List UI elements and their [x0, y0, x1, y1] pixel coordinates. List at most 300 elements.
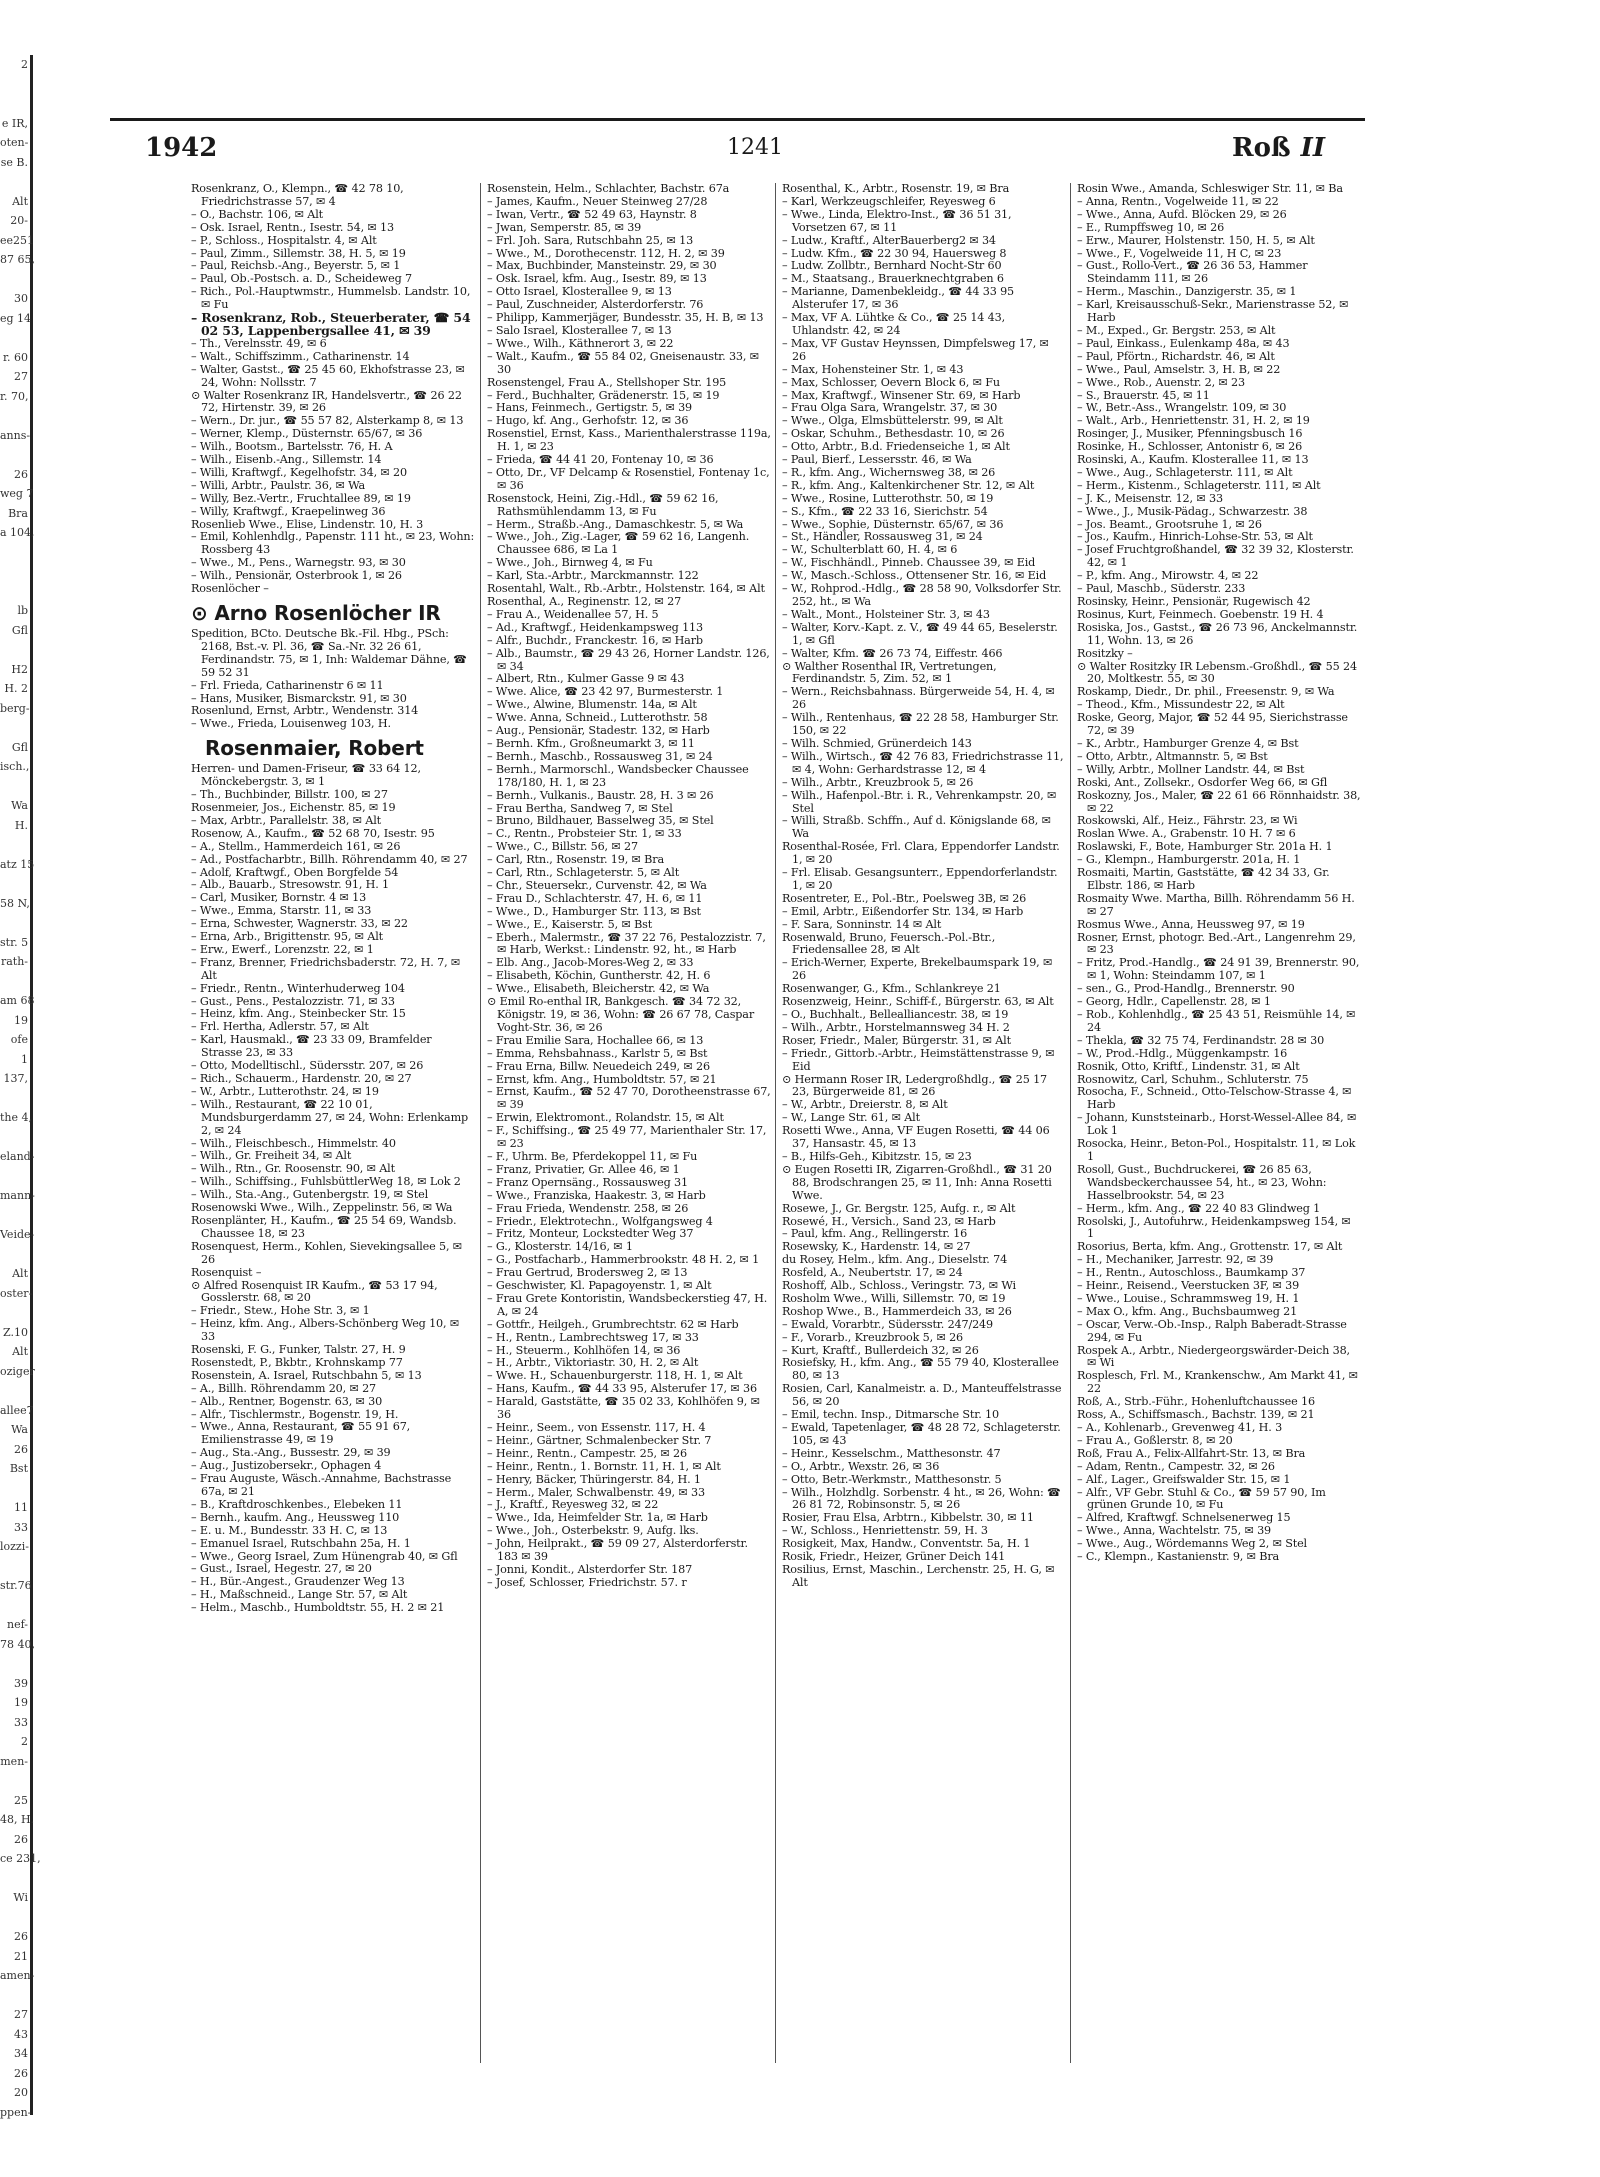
- directory-entry: – Wilh., Arbtr., Horstelmannsweg 34 H. 2: [782, 1020, 1010, 1034]
- previous-page-fragment: Alt: [12, 1345, 28, 1358]
- directory-entry: – Emil, Kohlenhdlg., Papenstr. 111 ht., ✉ 23, Wohn: Rossberg 43: [191, 530, 475, 557]
- previous-page-fragment: 19: [14, 1696, 28, 1709]
- previous-page-fragment: oziger: [0, 1364, 35, 1378]
- previous-page-fragment: 1: [21, 1052, 28, 1066]
- directory-entry: Rosmaity Wwe. Martha, Billh. Röhrendamm 56 H. ✉ 27: [1077, 891, 1355, 918]
- directory-entry: Rosenthal-Rosée, Frl. Clara, Eppendorfer Landstr. 1, ✉ 20: [782, 840, 1060, 867]
- directory-entry: Rosolski, J., Autofuhrw., Heidenkampsweg 154, ✉ 1: [1077, 1214, 1351, 1241]
- previous-page-fragment: ppen-: [0, 2105, 32, 2119]
- directory-entry: – Wwe., Anna, Aufd. Blöcken 29, ✉ 26: [1077, 207, 1287, 221]
- directory-entry: – Ad., Postfacharbtr., Billh. Röhrendamm 40, ✉ 27: [191, 852, 468, 866]
- directory-entry: – E., Rumpffsweg 10, ✉ 26: [1077, 220, 1225, 234]
- directory-entry: – Walt., Arb., Henriettenstr. 31, H. 2, ✉ 19: [1077, 414, 1310, 428]
- directory-entry: – O., Arbtr., Wexstr. 26, ✉ 36: [782, 1459, 940, 1473]
- directory-entry: – Frau Frieda, Wendenstr. 258, ✉ 26: [487, 1201, 689, 1215]
- directory-entry: – W., Prod.-Hdlg., Müggenkampstr. 16: [1077, 1046, 1288, 1060]
- directory-entry: – Wwe., Wilh., Käthnerort 3, ✉ 22: [487, 336, 674, 350]
- previous-page-fragment: a 104,: [0, 526, 35, 539]
- directory-entry: – A., Billh. Röhrendamm 20, ✉ 27: [191, 1381, 377, 1395]
- directory-entry: du Rosey, Helm., kfm. Ang., Dieselstr. 74: [782, 1253, 1008, 1267]
- directory-entry: – M., Exped., Gr. Bergstr. 253, ✉ Alt: [1077, 323, 1276, 337]
- previous-page-fragment: se B.: [0, 155, 28, 169]
- directory-entry: – O., Bachstr. 106, ✉ Alt: [191, 207, 323, 221]
- directory-entry: – Gust., Israel, Hegestr. 27, ✉ 20: [191, 1562, 372, 1576]
- previous-page-fragment: [0, 1986, 30, 2006]
- directory-entry: – Wwe., M., Dorothecenstr. 112, H. 2, ✉ 39: [487, 246, 725, 260]
- directory-entry: – Wwe., J., Musik-Pädag., Schwarzestr. 38: [1077, 504, 1308, 518]
- previous-page-fragment: Bra: [8, 506, 28, 520]
- previous-page-fragment: [0, 445, 30, 465]
- directory-entry: Roshop Wwe., B., Hammerdeich 33, ✉ 26: [782, 1304, 1012, 1318]
- directory-entry: Rosenlieb Wwe., Elise, Lindenstr. 10, H. 3: [191, 517, 424, 531]
- directory-entry: – Paul, kfm. Ang., Rellingerstr. 16: [782, 1227, 968, 1241]
- directory-entry: – Max, VF Gustav Heynssen, Dimpfelsweg 17, ✉ 26: [782, 336, 1049, 363]
- directory-entry: – W., Arbtr., Lutterothstr. 24, ✉ 19: [191, 1084, 379, 1098]
- directory-entry: Rosholm Wwe., Willi, Sillemstr. 70, ✉ 19: [782, 1291, 1006, 1305]
- directory-entry: ⊙ Eugen Rosetti IR, Zigarren-Großhdl., ☎ 31 20 88, Brodschrangen 25, ✉ 11, Inh: Anna Rosetti Wwe.: [782, 1162, 1052, 1202]
- previous-page-fragment: H2: [11, 662, 28, 676]
- directory-entry: – C., Rentn., Probsteier Str. 1, ✉ 33: [487, 827, 682, 841]
- previous-page-fragment: oten-: [0, 136, 29, 149]
- directory-entry: – Bernh., Marmorschl., Wandsbecker Chaussee 178/180, H. 1, ✉ 23: [487, 762, 749, 789]
- directory-entry: – R., kfm. Ang., Wichernsweg 38, ✉ 26: [782, 465, 996, 479]
- directory-entry: – Wilh., Hafenpol.-Btr. i. R., Vehrenkampstr. 20, ✉ Stel: [782, 788, 1057, 815]
- previous-page-fragment: 26: [14, 467, 28, 481]
- directory-entry: – Wilh., Bootsm., Bartelsstr. 76, H. A: [191, 440, 393, 454]
- directory-entry: Roskowski, Alf., Heiz., Fährstr. 23, ✉ Wi: [1077, 814, 1298, 828]
- directory-entry: – Otto Israel, Klosterallee 9, ✉ 13: [487, 285, 672, 299]
- previous-page-fragment: [0, 406, 30, 426]
- directory-entry: – Frl. Elisab. Gesangsunterr., Eppendorferlandstr. 1, ✉ 20: [782, 866, 1058, 892]
- directory-entry: – Wwe. H., Schauenburgerstr. 118, H. 1, ✉ Alt: [487, 1369, 743, 1383]
- directory-entry: ⊙ Arno Rosenlöcher IR: [191, 601, 441, 625]
- directory-entry: – Theod., Kfm., Missundestr 22, ✉ Alt: [1077, 698, 1285, 712]
- directory-entry: – Wilh., Wirtsch., ☎ 42 76 83, Friedrichstrasse 11, ✉ 4, Wohn: Gerhardstrasse 12, ✉ 4: [782, 749, 1064, 776]
- directory-entry: – Alb., Baumstr., ☎ 29 43 26, Horner Landstr. 126, ✉ 34: [487, 646, 770, 673]
- previous-page-fragment: [0, 1771, 30, 1791]
- directory-entry: – W., Lange Str. 61, ✉ Alt: [782, 1111, 920, 1125]
- directory-entry: Rosenstedt, P., Bkbtr., Krohnskamp 77: [191, 1355, 403, 1369]
- previous-page-fragment: [0, 1908, 30, 1928]
- directory-entry: Rosenthal, A., Reginenstr. 12, ✉ 27: [487, 595, 682, 608]
- directory-entry: – Wwe., Anna, Wachtelstr. 75, ✉ 39: [1077, 1524, 1272, 1538]
- directory-entry: – Oscar, Verw.-Ob.-Insp., Ralph Baberadt-Strasse 294, ✉ Fu: [1077, 1317, 1347, 1344]
- previous-page-fragment: [0, 562, 30, 582]
- directory-entry: – Wwe., Ida, Heimfelder Str. 1a, ✉ Harb: [487, 1511, 708, 1525]
- previous-page-fragment: 34: [14, 2047, 28, 2060]
- directory-entry: Ross, A., Schiffsmasch., Bachstr. 139, ✉ 21: [1077, 1408, 1315, 1422]
- directory-entry: – Jonni, Kondit., Alsterdorfer Str. 187: [487, 1562, 693, 1576]
- previous-page-fragment: [0, 1167, 30, 1187]
- directory-entry: – Wern., Reichsbahnass. Bürgerweide 54, H. 4, ✉ 26: [782, 685, 1055, 712]
- directory-entry: – G., Postfacharb., Hammerbrookstr. 48 H. 2, ✉ 1: [487, 1253, 760, 1267]
- previous-page-fragment: Wa: [11, 1423, 28, 1436]
- previous-page-fragment: lozzi-: [0, 1540, 29, 1553]
- previous-page-fragment: r. 70,: [0, 389, 29, 403]
- directory-entry: – Erwin, Elektromont., Rolandstr. 15, ✉ Alt: [487, 1111, 724, 1125]
- previous-page-fragment: Z.10: [3, 1325, 28, 1339]
- directory-entry: Rosin Wwe., Amanda, Schleswiger Str. 11, ✉ Ba: [1077, 182, 1343, 195]
- directory-entry: – Paul, Maschb., Süderstr. 233: [1077, 582, 1246, 596]
- directory-entry: – Erich-Werner, Experte, Brekelbaumspark 19, ✉ 26: [782, 956, 1053, 983]
- directory-entry: ⊙ Emil Ro-enthal IR, Bankgesch. ☎ 34 72 32, Königstr. 19, ✉ 36, Wohn: ☎ 26 67 78, Caspar Voght-Str. 36, ✉ 26: [487, 995, 755, 1034]
- directory-entry: – G., Klosterstr. 14/16, ✉ 1: [487, 1240, 633, 1254]
- previous-page-fragment: [0, 75, 30, 95]
- directory-entry: Roski, Ant., Zollsekr., Osdorfer Weg 66, ✉ Gfl: [1077, 775, 1328, 789]
- directory-entry: – M., Staatsang., Brauerknechtgraben 6: [782, 272, 1004, 286]
- directory-entry: – Karl, Hausmakl., ☎ 23 33 09, Bramfelder Strasse 23, ✉ 33: [191, 1033, 432, 1060]
- directory-entry: Rosenowski Wwe., Wilh., Zeppelinstr. 56, ✉ Wa: [191, 1201, 453, 1215]
- previous-page-fragment: 26: [14, 1930, 28, 1943]
- directory-entry: – Friedr., Rentn., Winterhuderweg 104: [191, 981, 405, 995]
- directory-entry: – Wwe. Anna, Schneid., Lutterothstr. 58: [487, 711, 708, 725]
- previous-page-fragment: H.: [14, 818, 28, 832]
- directory-entry: – Wwe., E., Kaiserstr. 5, ✉ Bst: [487, 917, 653, 931]
- directory-entry: – Frau A., Goßlerstr. 8, ✉ 20: [1077, 1433, 1233, 1447]
- directory-entry: Roß, A., Strb.-Führ., Hohenluftchaussee 16: [1077, 1395, 1315, 1409]
- directory-entry: – H., Rentn., Autoschloss., Baumkamp 37: [1077, 1266, 1306, 1280]
- previous-page-fragment: am 68: [0, 994, 35, 1007]
- previous-page-edge: [0, 55, 41, 2119]
- directory-entry: – F., Uhrm. Be, Pferdekoppel 11, ✉ Fu: [487, 1149, 698, 1163]
- directory-entry: – Karl, Sta.-Arbtr., Marckmannstr. 122: [487, 569, 699, 583]
- directory-entry: – Hans, Feinmech., Gertigstr. 5, ✉ 39: [487, 401, 693, 415]
- directory-entry: – Wwe., C., Billstr. 56, ✉ 27: [487, 840, 638, 854]
- directory-entry: – H., Maßschneid., Lange Str. 57, ✉ Alt: [191, 1588, 408, 1602]
- directory-entry: – Paul, Bierf., Lessersstr. 46, ✉ Wa: [782, 453, 972, 467]
- directory-entry: – Jos. Beamt., Grootsruhe 1, ✉ 26: [1077, 517, 1262, 531]
- directory-entry: – Josef Fruchtgroßhandel, ☎ 32 39 32, Klosterstr. 42, ✉ 1: [1077, 543, 1354, 570]
- previous-page-fragment: 43: [14, 2027, 28, 2041]
- directory-entry: Rosier, Frau Elsa, Arbtrn., Kibbelstr. 30, ✉ 11: [782, 1511, 1034, 1525]
- directory-entry: – Friedr., Elektrotechn., Wolfgangsweg 4: [487, 1214, 713, 1228]
- previous-page-fragment: eland-: [0, 1150, 35, 1163]
- directory-entry: – Otto, Arbtr., Altmannstr. 5, ✉ Bst: [1077, 749, 1268, 763]
- directory-entry: – Alfred, Kraftwgf. Schnelsenerweg 15: [1077, 1511, 1291, 1525]
- directory-entry: Rosenow, A., Kaufm., ☎ 52 68 70, Isestr. 95: [191, 826, 435, 840]
- directory-entry: – Wwe., Joh., Zig.-Lager, ☎ 59 62 16, Langenh. Chaussee 686, ✉ La 1: [487, 530, 750, 557]
- previous-page-fragment: [0, 172, 30, 192]
- directory-entry: – Wwe., Louise., Schrammsweg 19, H. 1: [1077, 1291, 1300, 1305]
- directory-entry: Rosentahl, Walt., Rb.-Arbtr., Holstenstr. 164, ✉ Alt: [487, 582, 765, 596]
- directory-entry: – Wilh., Rentenhaus, ☎ 22 28 58, Hamburger Str. 150, ✉ 22: [782, 711, 1059, 738]
- directory-entry: – Herm., Maschin., Danzigerstr. 35, ✉ 1: [1077, 285, 1297, 299]
- previous-page-fragment: [0, 972, 30, 992]
- directory-entry: Rositzky –: [1077, 646, 1133, 660]
- column-2: [480, 183, 775, 2063]
- directory-entry: – Willi, Straßb. Schffn., Auf d. Königslande 68, ✉ Wa: [782, 814, 1051, 841]
- previous-page-fragment: Gfl: [11, 623, 28, 637]
- directory-entry: – Walter, Kfm. ☎ 26 73 74, Eiffestr. 466: [782, 646, 1003, 660]
- directory-entry: – Wwe., Frieda, Louisenweg 103, H.: [191, 717, 391, 731]
- directory-entry: – Alf., Lager., Greifswalder Str. 15, ✉ 1: [1077, 1472, 1291, 1486]
- directory-entry: – Walt., Kaufm., ☎ 55 84 02, Gneisenaustr. 33, ✉ 30: [487, 349, 759, 376]
- directory-entry: – Rosenkranz, Rob., Steuerberater, ☎ 54 02 53, Lappenbergsallee 41, ✉ 39: [191, 310, 471, 338]
- previous-page-fragment: Veide-: [0, 1228, 35, 1241]
- previous-page-fragment: [0, 543, 30, 563]
- directory-entry: Rosenquest, Herm., Kohlen, Sievekingsallee 5, ✉ 26: [191, 1239, 463, 1266]
- previous-page-fragment: 78 40,: [0, 1637, 35, 1651]
- directory-entry: – Wwe., Rosine, Lutterothstr. 50, ✉ 19: [782, 491, 994, 505]
- directory-entry: – Heinr., Seem., von Essenstr. 117, H. 4: [487, 1421, 706, 1434]
- directory-entry: – Hans, Kaufm., ☎ 44 33 95, Alsterufer 17, ✉ 36: [487, 1382, 757, 1396]
- directory-entry: – Werner, Klemp., Düsternstr. 65/67, ✉ 36: [191, 427, 423, 441]
- previous-page-fragment: ee251: [0, 233, 35, 247]
- directory-entry: Rosenplänter, H., Kaufm., ☎ 25 54 69, Wandsb. Chaussee 18, ✉ 23: [191, 1213, 457, 1240]
- directory-entry: – Rich., Pol.-Hauptwmstr., Hummelsb. Landstr. 10, ✉ Fu: [191, 285, 471, 312]
- previous-page-fragment: Alt: [12, 1267, 28, 1280]
- directory-entry: Rosocha, F., Schneid., Otto-Telschow-Strasse 4, ✉ Harb: [1077, 1085, 1352, 1112]
- directory-entry: – Ewald, Tapetenlager, ☎ 48 28 72, Schlageterstr. 105, ✉ 43: [782, 1421, 1061, 1447]
- previous-page-fragment: ce 231,: [0, 1852, 41, 1865]
- directory-entry: – Henry, Bäcker, Thüringerstr. 84, H. 1: [487, 1472, 701, 1486]
- directory-entry: ⊙ Walther Rosenthal IR, Vertretungen, Ferdinandstr. 5, Zim. 52, ✉ 1: [782, 659, 997, 686]
- directory-entry: – K., Arbtr., Hamburger Grenze 4, ✉ Bst: [1077, 736, 1299, 750]
- directory-entry: Rosinski, A., Kaufm. Klosterallee 11, ✉ 13: [1077, 453, 1309, 467]
- directory-entry: – Rob., Kohlenhdlg., ☎ 25 43 51, Reismühle 14, ✉ 24: [1077, 1008, 1356, 1034]
- previous-page-fragment: Wa: [11, 799, 28, 812]
- previous-page-fragment: 33: [14, 1715, 28, 1729]
- directory-entry: – Wwe., Aug., Wördemanns Weg 2, ✉ Stel: [1077, 1537, 1307, 1551]
- directory-entry: – O., Buchhalt., Bellealliancestr. 38, ✉ 19: [782, 1008, 1009, 1021]
- directory-entry: – Heinr., Rentn., Campestr. 25, ✉ 26: [487, 1446, 687, 1460]
- page-key-name: Roß: [1231, 133, 1291, 163]
- directory-entry: – Emma, Rehsbahnass., Karlstr 5, ✉ Bst: [487, 1046, 708, 1060]
- previous-page-fragment: 2: [21, 58, 28, 71]
- directory-entry: – Wwe., Emma, Starstr. 11, ✉ 33: [191, 904, 372, 918]
- directory-entry: – Wwe., Olga, Elmsbüttelerstr. 99, ✉ Alt: [782, 414, 1003, 428]
- directory-entry: Rosnik, Otto, Kriftf., Lindenstr. 31, ✉ Alt: [1077, 1059, 1300, 1073]
- directory-entry: – Albert, Rtn., Kulmer Gasse 9 ✉ 43: [487, 672, 685, 686]
- directory-entry: – Bernh., kaufm. Ang., Heussweg 110: [191, 1510, 400, 1524]
- directory-entry: – Carl, Musiker, Bornstr. 4 ✉ 13: [191, 891, 367, 905]
- directory-entry: – Elb. Ang., Jacob-Mores-Weg 2, ✉ 33: [487, 956, 694, 970]
- directory-entry: Rosinus, Kurt, Feinmech. Goebenstr. 19 H. 4: [1077, 607, 1324, 621]
- column-1: [185, 183, 480, 2063]
- directory-entry: – Paul, Zuschneider, Alsterdorferstr. 76: [487, 298, 704, 312]
- directory-entry: – Ferd., Buchhalter, Grädenerstr. 15, ✉ 19: [487, 388, 720, 402]
- directory-entry: – Max, Kraftwgf., Winsener Str. 69, ✉ Harb: [782, 388, 1021, 402]
- directory-entry: – Wwe., Paul, Amselstr. 3, H. B, ✉ 22: [1077, 362, 1281, 376]
- directory-entry: – Oskar, Schuhm., Bethesdastr. 10, ✉ 26: [782, 427, 1005, 441]
- directory-entry: ⊙ Alfred Rosenquist IR Kaufm., ☎ 53 17 94, Gosslerstr. 68, ✉ 20: [191, 1278, 438, 1305]
- directory-entry: Rospek A., Arbtr., Niedergeorgswärder-Deich 38, ✉ Wi: [1077, 1343, 1350, 1370]
- directory-entry: – Herm., kfm. Ang., ☎ 22 40 83 Glindweg 1: [1077, 1201, 1321, 1215]
- directory-entry: – Eberh., Malermstr., ☎ 37 22 76, Pestalozzistr. 7, ✉ Harb, Werkst.: Lindenstr. 92, ht., ✉ Harb: [487, 930, 766, 957]
- directory-entry: – A., Stellm., Hammerdeich 161, ✉ 26: [191, 839, 401, 853]
- directory-entry: Rosenquist –: [191, 1265, 262, 1279]
- previous-page-fragment: 58 N,: [0, 896, 30, 910]
- directory-entry: ⊙ Walter Rosenkranz IR, Handelsvertr., ☎ 26 22 72, Hirtenstr. 39, ✉ 26: [191, 388, 462, 415]
- directory-entry: Rosenmeier, Jos., Eichenstr. 85, ✉ 19: [191, 800, 396, 814]
- directory-entry: – Wwe., Anna, Restaurant, ☎ 55 91 67, Emilienstrasse 49, ✉ 19: [191, 1420, 411, 1447]
- directory-entry: – Ludw. Zollbtr., Bernhard Nocht-Str 60: [782, 259, 1002, 273]
- directory-entry: – F., Schiffsing., ☎ 25 49 77, Marienthaler Str. 17, ✉ 23: [487, 1124, 767, 1151]
- previous-page-fragment: 2: [21, 1735, 28, 1748]
- directory-entry: – Frau Bertha, Sandweg 7, ✉ Stel: [487, 801, 673, 815]
- directory-entry: – Emanuel Israel, Rutschbahn 25a, H. 1: [191, 1536, 411, 1550]
- directory-entry: – Wilh., Gr. Freiheit 34, ✉ Alt: [191, 1149, 352, 1163]
- directory-entry: – Karl, Kreisausschuß-Sekr., Marienstrasse 52, ✉ Harb: [1077, 298, 1349, 325]
- directory-entry: – Kurt, Kraftf., Bullerdeich 32, ✉ 26: [782, 1343, 979, 1357]
- previous-page-fragment: [0, 1206, 30, 1226]
- directory-entry: Rosplesch, Frl. M., Krankenschw., Am Markt 41, ✉ 22: [1077, 1369, 1358, 1396]
- previous-page-fragment: [0, 835, 30, 855]
- previous-page-fragment: [0, 1479, 30, 1499]
- directory-entry: Roshoff, Alb., Schloss., Veringstr. 73, ✉ Wi: [782, 1279, 1016, 1293]
- directory-entry: – Alfr., Buchdr., Franckestr. 16, ✉ Harb: [487, 633, 703, 647]
- directory-entry: – Wwe., Linda, Elektro-Inst., ☎ 36 51 31, Vorsetzen 67, ✉ 11: [782, 207, 1012, 234]
- directory-entry: – Franz, Privatier, Gr. Allee 46, ✉ 1: [487, 1162, 680, 1176]
- previous-page-fragment: weg 7: [0, 487, 34, 500]
- previous-page-fragment: amen-: [0, 1969, 35, 1982]
- previous-page-fragment: the 4,: [0, 1111, 33, 1124]
- directory-entry: Roskamp, Diedr., Dr. phil., Freesenstr. 9, ✉ Wa: [1077, 685, 1335, 699]
- directory-entry: – Wwe., F., Vogelweide 11, H C, ✉ 23: [1077, 246, 1282, 260]
- directory-entry: – H., Rentn., Lambrechtsweg 17, ✉ 33: [487, 1330, 699, 1344]
- directory-entry: – Wwe., Joh., Birnweg 4, ✉ Fu: [487, 556, 653, 570]
- directory-entry: – sen., G., Prod-Handlg., Brennerstr. 90: [1077, 982, 1295, 996]
- directory-entry: – Ad., Kraftwgf., Heidenkampsweg 113: [487, 620, 703, 634]
- directory-entry: – Willi, Kraftwgf., Kegelhofstr. 34, ✉ 20: [191, 465, 407, 479]
- directory-entry: Rosmus Wwe., Anna, Heussweg 97, ✉ 19: [1077, 917, 1305, 931]
- previous-page-fragment: 26: [14, 1442, 28, 1456]
- directory-entry: – A., Kohlenarb., Grevenweg 41, H. 3: [1077, 1421, 1283, 1434]
- directory-entry: Rosenzweig, Heinr., Schiff-f., Bürgerstr. 63, ✉ Alt: [782, 995, 1054, 1009]
- directory-entry: – Herm., Maler, Schwalbenstr. 49, ✉ 33: [487, 1485, 705, 1499]
- directory-entry: Rosenwanger, G., Kfm., Schlankreye 21: [782, 982, 1001, 996]
- directory-entry: Rosenthal, K., Arbtr., Rosenstr. 19, ✉ Bra: [782, 182, 1010, 195]
- directory-entry: Rosewé, H., Versich., Sand 23, ✉ Harb: [782, 1214, 996, 1228]
- directory-entry: Rosfeld, A., Neubertstr. 17, ✉ 24: [782, 1266, 963, 1280]
- directory-entry: – Otto, Dr., VF Delcamp & Rosenstiel, Fontenay 1c, ✉ 36: [487, 465, 770, 492]
- directory-entry: – Th., Verelnsstr. 49, ✉ 6: [191, 336, 327, 350]
- directory-entry: Rosenlöcher –: [191, 582, 269, 596]
- directory-entry: – Frl. Hertha, Adlerstr. 57, ✉ Alt: [191, 1020, 369, 1034]
- directory-entry: Rosinke, H., Schlosser, Antonistr 6, ✉ 26: [1077, 440, 1303, 454]
- directory-entry: – Frau Olga Sara, Wrangelstr. 37, ✉ 30: [782, 401, 998, 415]
- directory-entry: – Gottfr., Heilgeh., Grumbrechtstr. 62 ✉ Harb: [487, 1317, 739, 1331]
- previous-page-fragment: 26: [14, 1832, 28, 1846]
- directory-entry: Rosenstein, A. Israel, Rutschbahn 5, ✉ 13: [191, 1368, 422, 1382]
- directory-entry: Rosilius, Ernst, Maschin., Lerchenstr. 25, H. G, ✉ Alt: [782, 1562, 1055, 1589]
- directory-entry: – Bernh., Maschb., Rossausweg 31, ✉ 24: [487, 749, 713, 763]
- directory-entry: – Osk. Israel, Rentn., Isestr. 54, ✉ 13: [191, 220, 394, 234]
- directory-entry: – P., Schloss., Hospitalstr. 4, ✉ Alt: [191, 233, 377, 247]
- directory-entry: – Harald, Gaststätte, ☎ 35 02 33, Kohlhöfen 9, ✉ 36: [487, 1395, 760, 1422]
- directory-entry: – Wwe., Sophie, Düsternstr. 65/67, ✉ 36: [782, 517, 1004, 531]
- previous-page-fragment: 27: [14, 2008, 28, 2021]
- directory-entry: – Wwe., M., Pens., Warnegstr. 93, ✉ 30: [191, 556, 406, 570]
- directory-entry: – Emil, Arbtr., Eißendorfer Str. 134, ✉ Harb: [782, 904, 1024, 918]
- previous-page-fragment: eg 14: [0, 311, 32, 325]
- directory-entry: – Frau A., Weidenallee 57, H. 5: [487, 607, 659, 621]
- directory-entry: – Jwan, Semperstr. 85, ✉ 39: [487, 220, 642, 234]
- directory-entry: – Paul, Reichsb.-Ang., Beyerstr. 5, ✉ 1: [191, 259, 401, 273]
- previous-page-fragment: isch.,: [0, 760, 30, 773]
- directory-entry: – Willy, Arbtr., Mollner Landstr. 44, ✉ Bst: [1077, 762, 1305, 776]
- directory-entry: ⊙ Walter Rositzky IR Lebensm.-Großhdl., ☎ 55 24 20, Moltkestr. 55, ✉ 30: [1077, 659, 1357, 686]
- previous-page-fragment: 26: [14, 2066, 28, 2080]
- directory-entry: – G., Klempn., Hamburgerstr. 201a, H. 1: [1077, 853, 1301, 867]
- directory-entry: Rosenwald, Bruno, Feuersch.-Pol.-Btr., Friedensallee 28, ✉ Alt: [782, 930, 996, 957]
- directory-entry: ⊙ Hermann Roser IR, Ledergroßhdlg., ☎ 25 17 23, Bürgerweide 81, ✉ 26: [782, 1072, 1048, 1099]
- directory-entry: – Alfr., VF Gebr. Stuhl & Co., ☎ 59 57 90, Im grünen Grunde 10, ✉ Fu: [1077, 1485, 1326, 1512]
- directory-entry: – Frl. Frieda, Catharinenstr 6 ✉ 11: [191, 678, 384, 692]
- previous-page-fragment: rath-: [0, 955, 28, 968]
- directory-entry: – Th., Buchbinder, Billstr. 100, ✉ 27: [191, 788, 388, 802]
- directory-entry: – Wwe. Alice, ☎ 23 42 97, Burmesterstr. 1: [487, 685, 724, 699]
- directory-entry: – Ewald, Vorarbtr., Südersstr. 247/249: [782, 1317, 993, 1331]
- directory-entry: Roskozny, Jos., Maler, ☎ 22 61 66 Rönnhaidstr. 38, ✉ 22: [1077, 788, 1361, 815]
- directory-entry: – Walt., Schiffszimm., Catharinenstr. 14: [191, 349, 410, 363]
- directory-entry: – Wwe., Georg Israel, Zum Hünengrab 40, ✉ Gfl: [191, 1549, 458, 1563]
- directory-entry: – Wilh. Schmied, Grünerdeich 143: [782, 736, 972, 750]
- directory-entry: – S., Kfm., ☎ 22 33 16, Sierichstr. 54: [782, 504, 988, 518]
- previous-page-fragment: [0, 270, 30, 290]
- previous-page-fragment: 19: [14, 1013, 28, 1027]
- directory-entry: – Georg, Hdlr., Capellenstr. 28, ✉ 1: [1077, 995, 1271, 1009]
- directory-entry: – Johann, Kunststeinarb., Horst-Wessel-Allee 84, ✉ Lok 1: [1077, 1111, 1357, 1138]
- directory-entry: Rosenski, F. G., Funker, Talstr. 27, H. 9: [191, 1343, 406, 1357]
- directory-entry: – Carl, Rtn., Schlageterstr. 5, ✉ Alt: [487, 866, 680, 880]
- directory-entry: Rosiska, Jos., Gastst., ☎ 26 73 96, Anckelmannstr. 11, Wohn. 13, ✉ 26: [1077, 620, 1358, 647]
- directory-entry: Rosenstiel, Ernst, Kass., Marienthalerstrasse 119a, H. 1, ✉ 23: [487, 427, 771, 454]
- directory-entry: – Alb., Bauarb., Stresowstr. 91, H. 1: [191, 878, 390, 892]
- previous-page-fragment: [0, 1303, 30, 1323]
- directory-entry: – J., Kraftf., Reyesweg 32, ✉ 22: [487, 1498, 659, 1512]
- directory-entry: – Max, Hohensteiner Str. 1, ✉ 43: [782, 362, 964, 376]
- directory-entry: – Wwe., Joh., Osterbekstr. 9, Aufg. lks.: [487, 1524, 699, 1538]
- directory-entry: Rosien, Carl, Kanalmeistr. a. D., Manteuffelstrasse 56, ✉ 20: [782, 1382, 1062, 1409]
- directory-entry: – Franz, Brenner, Friedrichsbaderstr. 72, H. 7, ✉ Alt: [191, 955, 461, 982]
- directory-entry: – C., Klempn., Kastanienstr. 9, ✉ Bra: [1077, 1550, 1280, 1564]
- previous-page-fragment: [0, 777, 30, 797]
- directory-entry: – Heinr., Rentn., 1. Bornstr. 11, H. 1, ✉ Alt: [487, 1459, 721, 1473]
- previous-page-fragment: oster-: [0, 1286, 33, 1300]
- directory-entry: – Walter, Gastst., ☎ 25 45 60, Ekhofstrasse 23, ✉ 24, Wohn: Nollsstr. 7: [191, 362, 465, 389]
- directory-entry: – St., Händler, Rossausweg 31, ✉ 24: [782, 530, 983, 544]
- column-3: [775, 183, 1070, 2063]
- directory-entry: – Ernst, Kaufm., ☎ 52 47 70, Dorotheenstrasse 67, ✉ 39: [487, 1085, 771, 1112]
- directory-entry: Rosetti Wwe., Anna, VF Eugen Rosetti, ☎ 44 06 37, Hansastr. 45, ✉ 13: [782, 1124, 1050, 1151]
- directory-entry: Rosnowitz, Carl, Schuhm., Schluterstr. 75: [1077, 1072, 1309, 1086]
- directory-entry: – Wilh., Sta.-Ang., Gutenbergstr. 19, ✉ Stel: [191, 1188, 429, 1202]
- directory-entry: Roske, Georg, Major, ☎ 52 44 95, Sierichstrasse 72, ✉ 39: [1077, 711, 1348, 738]
- directory-entry: – Erna, Schwester, Wagnerstr. 33, ✉ 22: [191, 917, 408, 931]
- directory-entry: – Wilh., Holzhdlg. Sorbenstr. 4 ht., ✉ 26, Wohn: ☎ 26 81 72, Robinsonstr. 5, ✉ 26: [782, 1485, 1061, 1512]
- previous-page-fragment: [0, 582, 30, 602]
- previous-page-fragment: [0, 1245, 30, 1265]
- directory-entry: – Paul, Zimm., Sillemstr. 38, H. 5, ✉ 19: [191, 246, 406, 260]
- directory-entry: – Otto, Arbtr., B.d. Friedenseiche 1, ✉ Alt: [782, 440, 1010, 454]
- directory-entry: Rosewsky, K., Hardenstr. 14, ✉ 27: [782, 1240, 971, 1254]
- directory-entry: – H., Steuerm., Kohlhöfen 14, ✉ 36: [487, 1343, 681, 1357]
- directory-entry: – Wilh., Arbtr., Kreuzbrook 5, ✉ 26: [782, 775, 974, 789]
- directory-entry: – Philipp, Kammerjäger, Bundesstr. 35, H. B, ✉ 13: [487, 311, 764, 325]
- previous-page-fragment: 87 65,: [0, 253, 35, 266]
- directory-entry: – R., kfm. Ang., Kaltenkirchener Str. 12, ✉ Alt: [782, 478, 1035, 492]
- previous-page-fragment: 20-: [10, 214, 28, 227]
- directory-entry: – Wwe., Alwine, Blumenstr. 14a, ✉ Alt: [487, 698, 697, 712]
- directory-entry: – Gust., Rollo-Vert., ☎ 26 36 53, Hammer Steindamm 111, ✉ 26: [1077, 259, 1308, 286]
- directory-entry: – Hugo, kf. Ang., Gerhofstr. 12, ✉ 36: [487, 414, 689, 428]
- directory-entry: Roß, Frau A., Felix-Allfahrt-Str. 13, ✉ Bra: [1077, 1446, 1306, 1460]
- directory-entry: – Frl. Joh. Sara, Rutschbahn 25, ✉ 13: [487, 233, 694, 247]
- previous-page-fragment: e IR,: [1, 116, 28, 130]
- directory-entry: Roslan Wwe. A., Grabenstr. 10 H. 7 ✉ 6: [1077, 827, 1296, 841]
- page-key: [1232, 133, 1325, 163]
